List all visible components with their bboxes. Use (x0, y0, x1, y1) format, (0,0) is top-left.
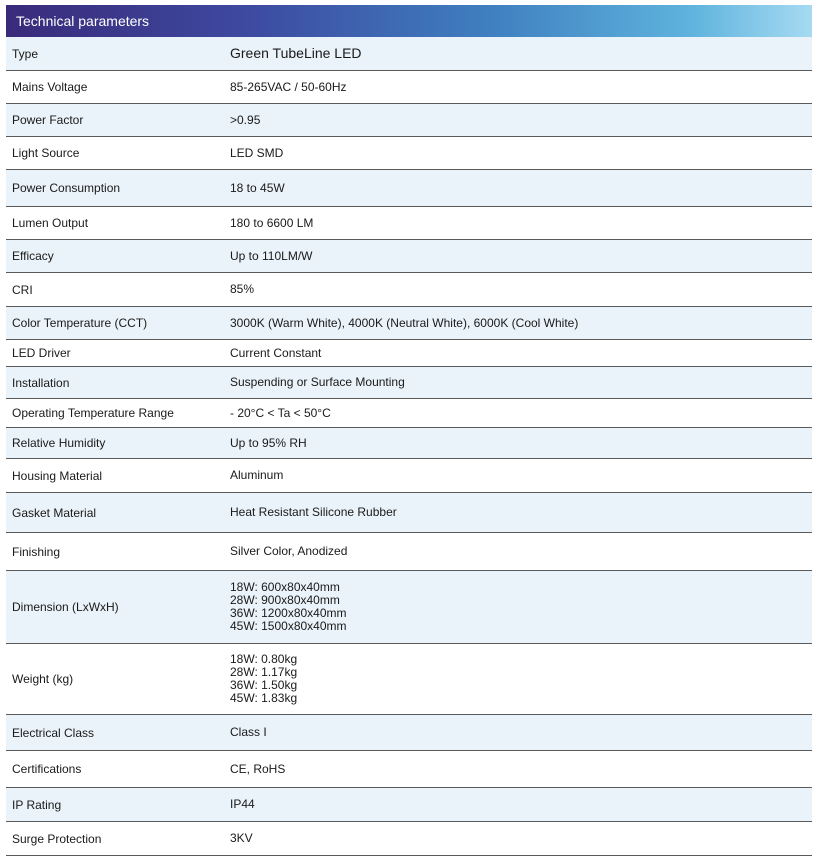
param-value-line: 36W: 1.50kg (230, 678, 298, 692)
param-value (230, 376, 812, 389)
param-value (230, 469, 812, 482)
param-value-line: Current Constant (230, 345, 322, 360)
param-name: Surge Protection (12, 831, 102, 846)
param-name: CRI (12, 282, 33, 297)
param-value (230, 217, 812, 230)
param-value-line: 85-265VAC / 50-60Hz (230, 79, 347, 94)
param-value (230, 182, 812, 195)
param-value-line: 18 to 45W (230, 180, 285, 195)
param-value-line: IP44 (230, 797, 255, 811)
param-name: IP Rating (12, 797, 62, 812)
param-value-line: 85% (230, 282, 255, 296)
param-value-line: >0.95 (230, 112, 261, 127)
table-row (6, 715, 812, 751)
param-name: Weight (kg) (12, 672, 74, 686)
param-value-line: Green TubeLine LED (230, 45, 362, 61)
param-name: Power Consumption (12, 181, 121, 195)
table-row (6, 104, 812, 137)
param-value-line: 28W: 1.17kg (230, 665, 298, 679)
table-row (6, 367, 812, 399)
table-row (6, 273, 812, 307)
param-value-line: 18W: 600x80x40mm (230, 580, 340, 594)
param-value (230, 832, 812, 845)
table-row (6, 428, 812, 459)
param-value-line: LED SMD (230, 145, 284, 160)
param-name: Color Temperature (CCT) (12, 316, 148, 330)
param-value-line: 180 to 6600 LM (230, 215, 314, 230)
param-value-line: 36W: 1200x80x40mm (230, 606, 347, 620)
param-name: Mains Voltage (12, 80, 88, 94)
table-row (6, 307, 812, 340)
param-name: Lumen Output (12, 216, 89, 230)
param-name: Efficacy (12, 249, 54, 263)
table-row (6, 459, 812, 493)
param-value (230, 250, 812, 263)
param-value (230, 726, 812, 739)
table-row (6, 493, 812, 533)
param-value-line: 3KV (230, 831, 253, 845)
param-value-line: - 20°C < Ta < 50°C (230, 405, 331, 420)
table-row (6, 788, 812, 822)
param-value (230, 763, 812, 776)
param-value (230, 437, 812, 450)
param-value (230, 147, 812, 160)
table-row (6, 571, 812, 644)
param-value-line: 3000K (Warm White), 4000K (Neutral White), 6000K (Cool White) (230, 315, 579, 330)
param-name: Power Factor (12, 113, 84, 127)
table-row (6, 751, 812, 788)
param-value (230, 114, 812, 127)
param-value (230, 798, 812, 811)
table-row (6, 37, 812, 71)
table-row (6, 644, 812, 715)
param-value (230, 506, 812, 519)
table-row (6, 822, 812, 856)
param-value-line: CE, RoHS (230, 761, 286, 776)
param-value (230, 81, 812, 94)
param-name: LED Driver (12, 346, 71, 360)
param-name: Installation (12, 375, 70, 390)
param-value-line: 45W: 1500x80x40mm (230, 619, 347, 633)
table-row (6, 399, 812, 428)
param-name: Relative Humidity (12, 436, 106, 450)
param-name: Type (12, 46, 39, 61)
param-value-line: Suspending or Surface Mounting (230, 375, 405, 389)
param-name: Finishing (12, 544, 61, 559)
param-value (230, 317, 812, 330)
table-row (6, 137, 812, 170)
param-name: Dimension (LxWxH) (12, 600, 119, 614)
param-value (230, 47, 812, 60)
param-value (230, 283, 812, 296)
param-value (230, 407, 812, 420)
table-header (6, 5, 812, 37)
param-name: Operating Temperature Range (12, 406, 174, 420)
param-value (230, 545, 812, 558)
table-row (6, 71, 812, 104)
param-value-line: Heat Resistant Silicone Rubber (230, 505, 397, 519)
table-row (6, 170, 812, 207)
table-row (6, 340, 812, 367)
param-value-line: Up to 95% RH (230, 435, 307, 450)
param-value-line: Class I (230, 725, 267, 739)
param-value (230, 581, 812, 633)
technical-parameters-table (6, 5, 812, 856)
table-row (6, 207, 812, 240)
table-row (6, 240, 812, 273)
param-name: Housing Material (12, 468, 103, 483)
param-value-line: Aluminum (230, 468, 284, 482)
param-name: Gasket Material (12, 505, 97, 520)
param-value (230, 653, 812, 705)
param-name: Light Source (12, 146, 80, 160)
param-value-line: 28W: 900x80x40mm (230, 593, 340, 607)
param-name: Certifications (12, 762, 82, 776)
param-name: Electrical Class (12, 725, 95, 740)
param-value-line: Up to 110LM/W (230, 248, 313, 263)
param-value-line: 18W: 0.80kg (230, 652, 298, 666)
table-body (6, 37, 812, 856)
param-value-line: Silver Color, Anodized (230, 544, 348, 558)
table-row (6, 533, 812, 571)
param-value-line: 45W: 1.83kg (230, 691, 298, 705)
param-value (230, 347, 812, 360)
table-title: Technical parameters (16, 13, 150, 29)
